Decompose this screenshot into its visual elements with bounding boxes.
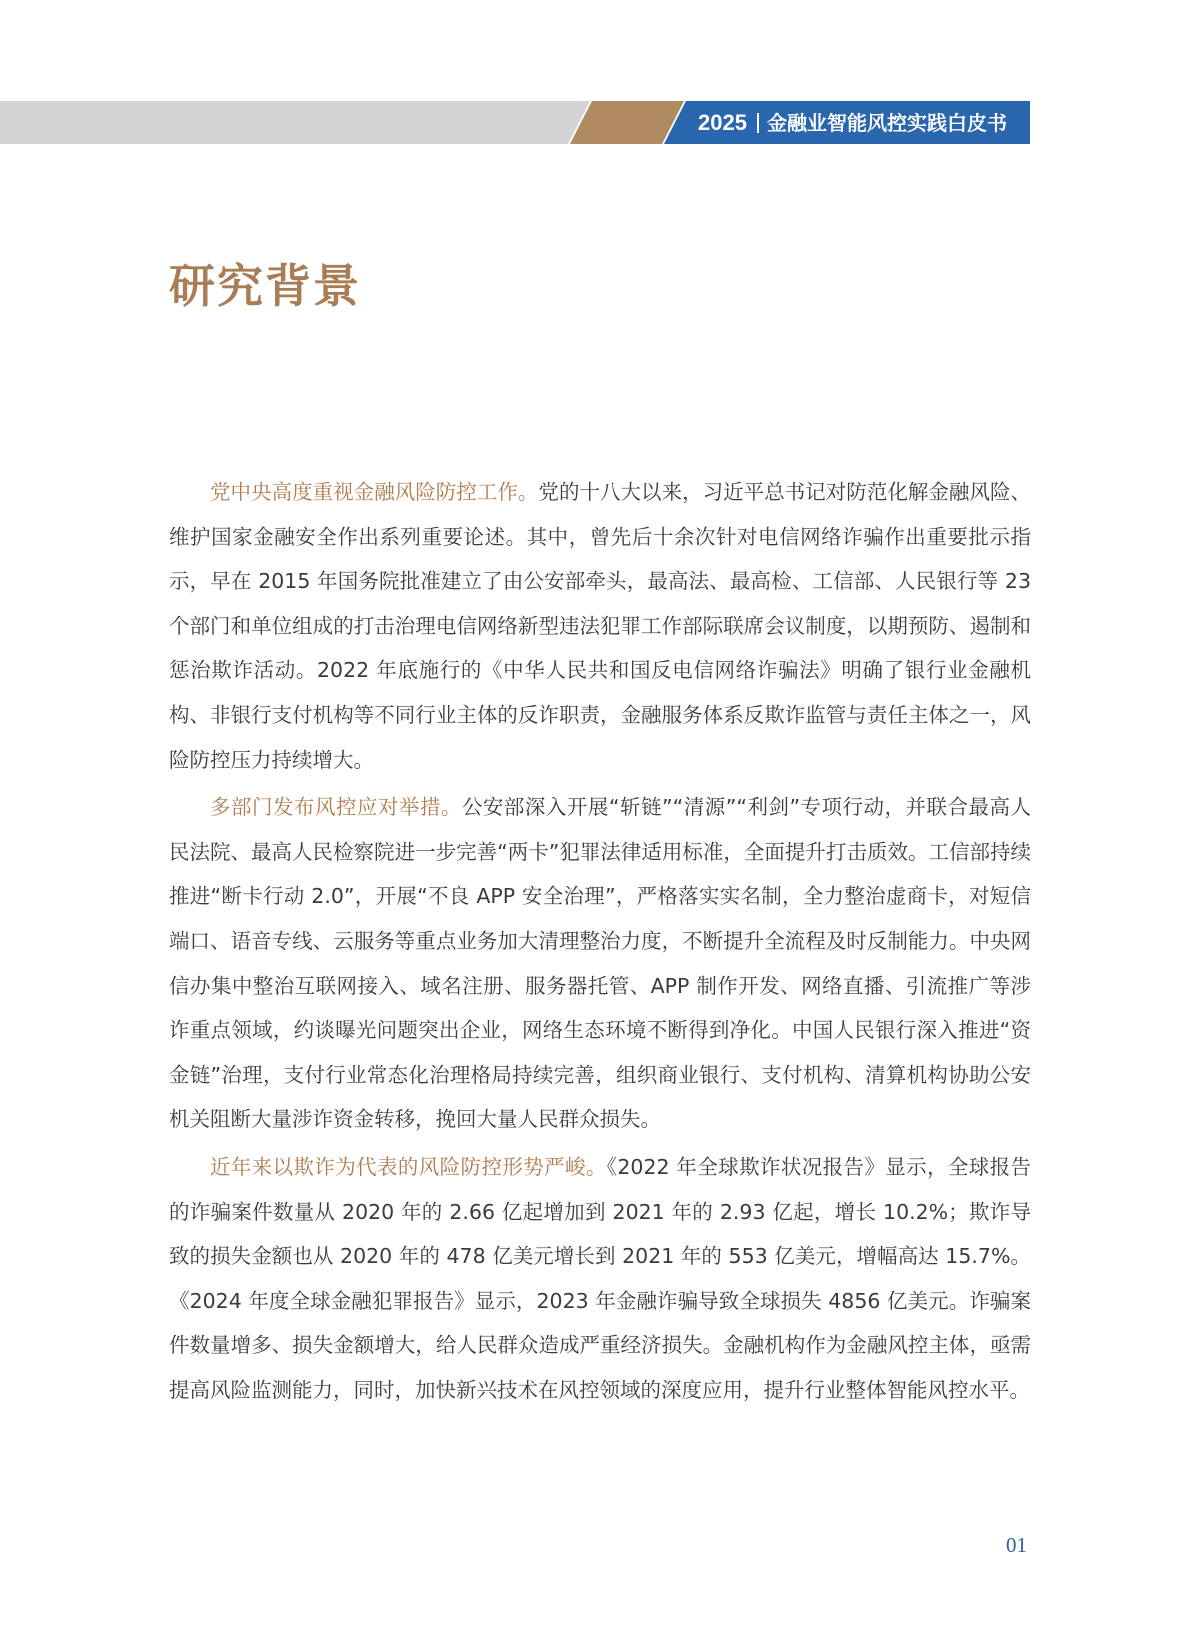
paragraph-3: [169, 1145, 1031, 1413]
paragraph-1-lead: 党中央高度重视金融风险防控工作。: [210, 480, 539, 504]
header-grey-band: [0, 101, 590, 144]
header-subtitle: 金融业智能风控实践白皮书: [766, 111, 1007, 135]
paragraph-1: [169, 470, 1031, 782]
header-title: [698, 101, 1007, 144]
page-number: 01: [1006, 1533, 1027, 1557]
body-content: [169, 470, 1031, 1415]
header-year: 2025: [698, 110, 747, 135]
header-separator: [757, 113, 759, 133]
paragraph-2-body: 公安部深入开展“斩链”“清源”“利剑”专项行动，并联合最高人民法院、最高人民检察院进一步完善“两卡”犯罪法律适用标准，全面提升打击质效。工信部持续推进“断卡行动 2.0”，开展“不良 APP 安全治理”，严格落实实名制，全力整治虚商卡，对短信端口、语音专线、云服务等重点业务加大清理整治力度，不断提升全流程及时反制能力。中央网信办集中整治互联网接入、域名注册、服务器托管、APP 制作开发、网络直播、引流推广等涉诈重点领域，约谈曝光问题突出企业，网络生态环境不断得到净化。中国人民银行深入推进“资金链”治理，支付行业常态化治理格局持续完善，组织商业银行、支付机构、清算机构协助公安机关阻断大量涉诈资金转移，挽回大量人民群众损失。: [169, 795, 1031, 1132]
paragraph-1-body: 党的十八大以来，习近平总书记对防范化解金融风险、维护国家金融安全作出系列重要论述。其中，曾先后十余次针对电信网络诈骗作出重要批示指示，早在 2015 年国务院批准建立了由公安部牵头，最高法、最高检、工信部、人民银行等 23 个部门和单位组成的打击治理电信网络新型违法犯罪工作部际联席会议制度，以期预防、遏制和惩治欺诈活动。2022 年底施行的《中华人民共和国反电信网络诈骗法》明确了银行业金融机构、非银行支付机构等不同行业主体的反诈职责，金融服务体系反欺诈监管与责任主体之一，风险防控压力持续增大。: [169, 480, 1032, 772]
page-title: 研究背景: [169, 259, 361, 313]
paragraph-3-lead: 近年来以欺诈为代表的风险防控形势严峻。: [210, 1154, 607, 1179]
paragraph-2-lead: 多部门发布风控应对举措。: [210, 795, 462, 820]
paragraph-3-body: 《2022 年全球欺诈状况报告》显示，全球报告的诈骗案件数量从 2020 年的 2.66 亿起增加到 2021 年的 2.93 亿起，增长 10.2%；欺诈导致的损失金额也从 2020 年的 478 亿美元增长到 2021 年的 553 亿美元，增幅高达 15.7%。《2024 年度全球金融犯罪报告》显示，2023 年金融诈骗导致全球损失 4856 亿美元。诈骗案件数量增多、损失金额增大，给人民群众造成严重经济损失。金融机构作为金融风控主体，亟需提高风险监测能力，同时，加快新兴技术在风控领域的深度应用，提升行业整体智能风控水平。: [169, 1154, 1032, 1402]
header-gold-band: [570, 101, 684, 144]
paragraph-2: [169, 785, 1031, 1142]
